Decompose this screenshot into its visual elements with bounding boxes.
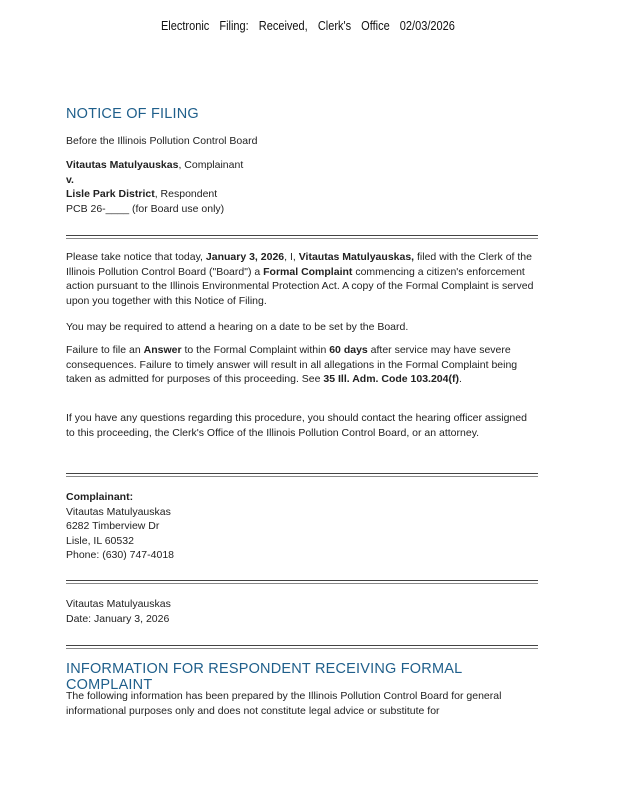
complainant-caption: Vitautas Matulyauskas, Complainant: [66, 159, 244, 171]
info-paragraph: The following information has been prepared by the Illinois Pollution Control Board for general informational purposes only and does not constitute legal advice or substitute for: [66, 690, 502, 717]
notice-title: NOTICE OF FILING: [66, 106, 199, 122]
divider: [66, 235, 538, 239]
signature-block: [66, 597, 538, 626]
caption-block: [66, 158, 538, 216]
notice-paragraph: Please take notice that today, January 3, 2026, I, Vitautas Matulyauskas, filed with the Clerk of the Illinois Pollution Control Board ("Board") a Formal Complaint commencing a citizen's enforcement action pursuant to the Illinois Environmental Protection Act. A copy of the Formal Complaint is served upon you together with this Notice of Filing.: [66, 251, 534, 307]
failure-paragraph: Failure to file an Answer to the Formal Complaint within 60 days after service may have severe consequences. Failure to timely answer will result in all allegations in the Formal Complaint being taken as admitted for purposes of this proceeding. See 35 Ill. Adm. Code 103.204(f).: [66, 344, 518, 385]
complainant-phone: Phone: (630) 747-4018: [66, 549, 174, 561]
divider: [66, 645, 538, 649]
hearing-paragraph: You may be required to attend a hearing on a date to be set by the Board.: [66, 321, 409, 333]
complainant-street: 6282 Timberview Dr: [66, 520, 160, 532]
respondent-caption: Lisle Park District, Respondent: [66, 188, 218, 200]
info-title: INFORMATION FOR RESPONDENT RECEIVING FORMAL COMPLAINT: [66, 661, 462, 693]
complainant-name: Vitautas Matulyauskas: [66, 505, 171, 518]
complainant-block: [66, 490, 538, 563]
divider: [66, 580, 538, 584]
questions-paragraph: If you have any questions regarding this procedure, you should contact the hearing officer assigned to this proceeding, the Clerk's Office of the Illinois Pollution Control Board, or an attorney.: [66, 412, 527, 439]
before-board-line: Before the Illinois Pollution Control Board: [66, 135, 258, 147]
complainant-label: Complainant:: [66, 491, 134, 503]
complainant-city: Lisle, IL 60532: [66, 534, 134, 547]
divider: [66, 473, 538, 477]
versus-caption: v.: [66, 173, 74, 186]
signature-date: Date: January 3, 2026: [66, 612, 170, 625]
pcb-number: PCB 26-____ (for Board use only): [66, 202, 225, 215]
electronic-filing-stamp: Electronic Filing: Received, Clerk's Office 02/03/2026: [160, 19, 455, 33]
signature-name: Vitautas Matulyauskas: [66, 598, 171, 610]
